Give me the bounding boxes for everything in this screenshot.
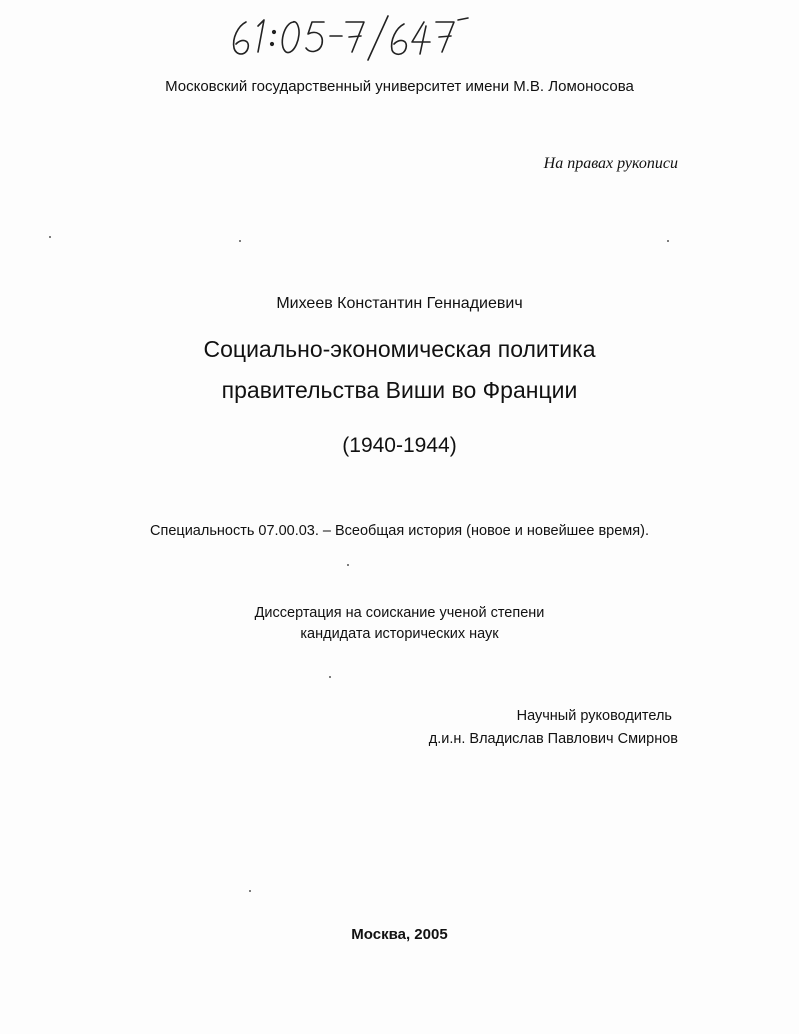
scan-speck <box>49 236 51 238</box>
author-name: Михеев Константин Геннадиевич <box>276 295 523 312</box>
title-line-2: правительства Виши во Франции <box>221 377 578 403</box>
city-and-year: Москва, 2005 <box>351 926 448 943</box>
dissertation-line-1: Диссертация на соискание ученой степени <box>254 605 545 621</box>
specialty-line: Специальность 07.00.03. – Всеобщая история (новое и новейшее время). <box>150 523 649 539</box>
title-line-1: Социально-экономическая политика <box>203 336 596 362</box>
title-years: (1940-1944) <box>342 434 457 457</box>
supervisor-name: д.и.н. Владислав Павлович Смирнов <box>428 731 678 747</box>
handwritten-archive-code <box>228 12 478 62</box>
scan-speck <box>667 240 669 242</box>
scan-speck <box>329 676 331 678</box>
rights-note: На правах рукописи <box>543 155 678 172</box>
scan-speck <box>249 890 251 892</box>
university-name: Московский государственный университет имени М.В. Ломоносова <box>165 78 634 95</box>
supervisor-title: Научный руководитель <box>516 708 672 724</box>
scan-speck <box>347 564 349 566</box>
scan-speck <box>239 240 241 242</box>
dissertation-line-2: кандидата исторических наук <box>300 626 499 642</box>
